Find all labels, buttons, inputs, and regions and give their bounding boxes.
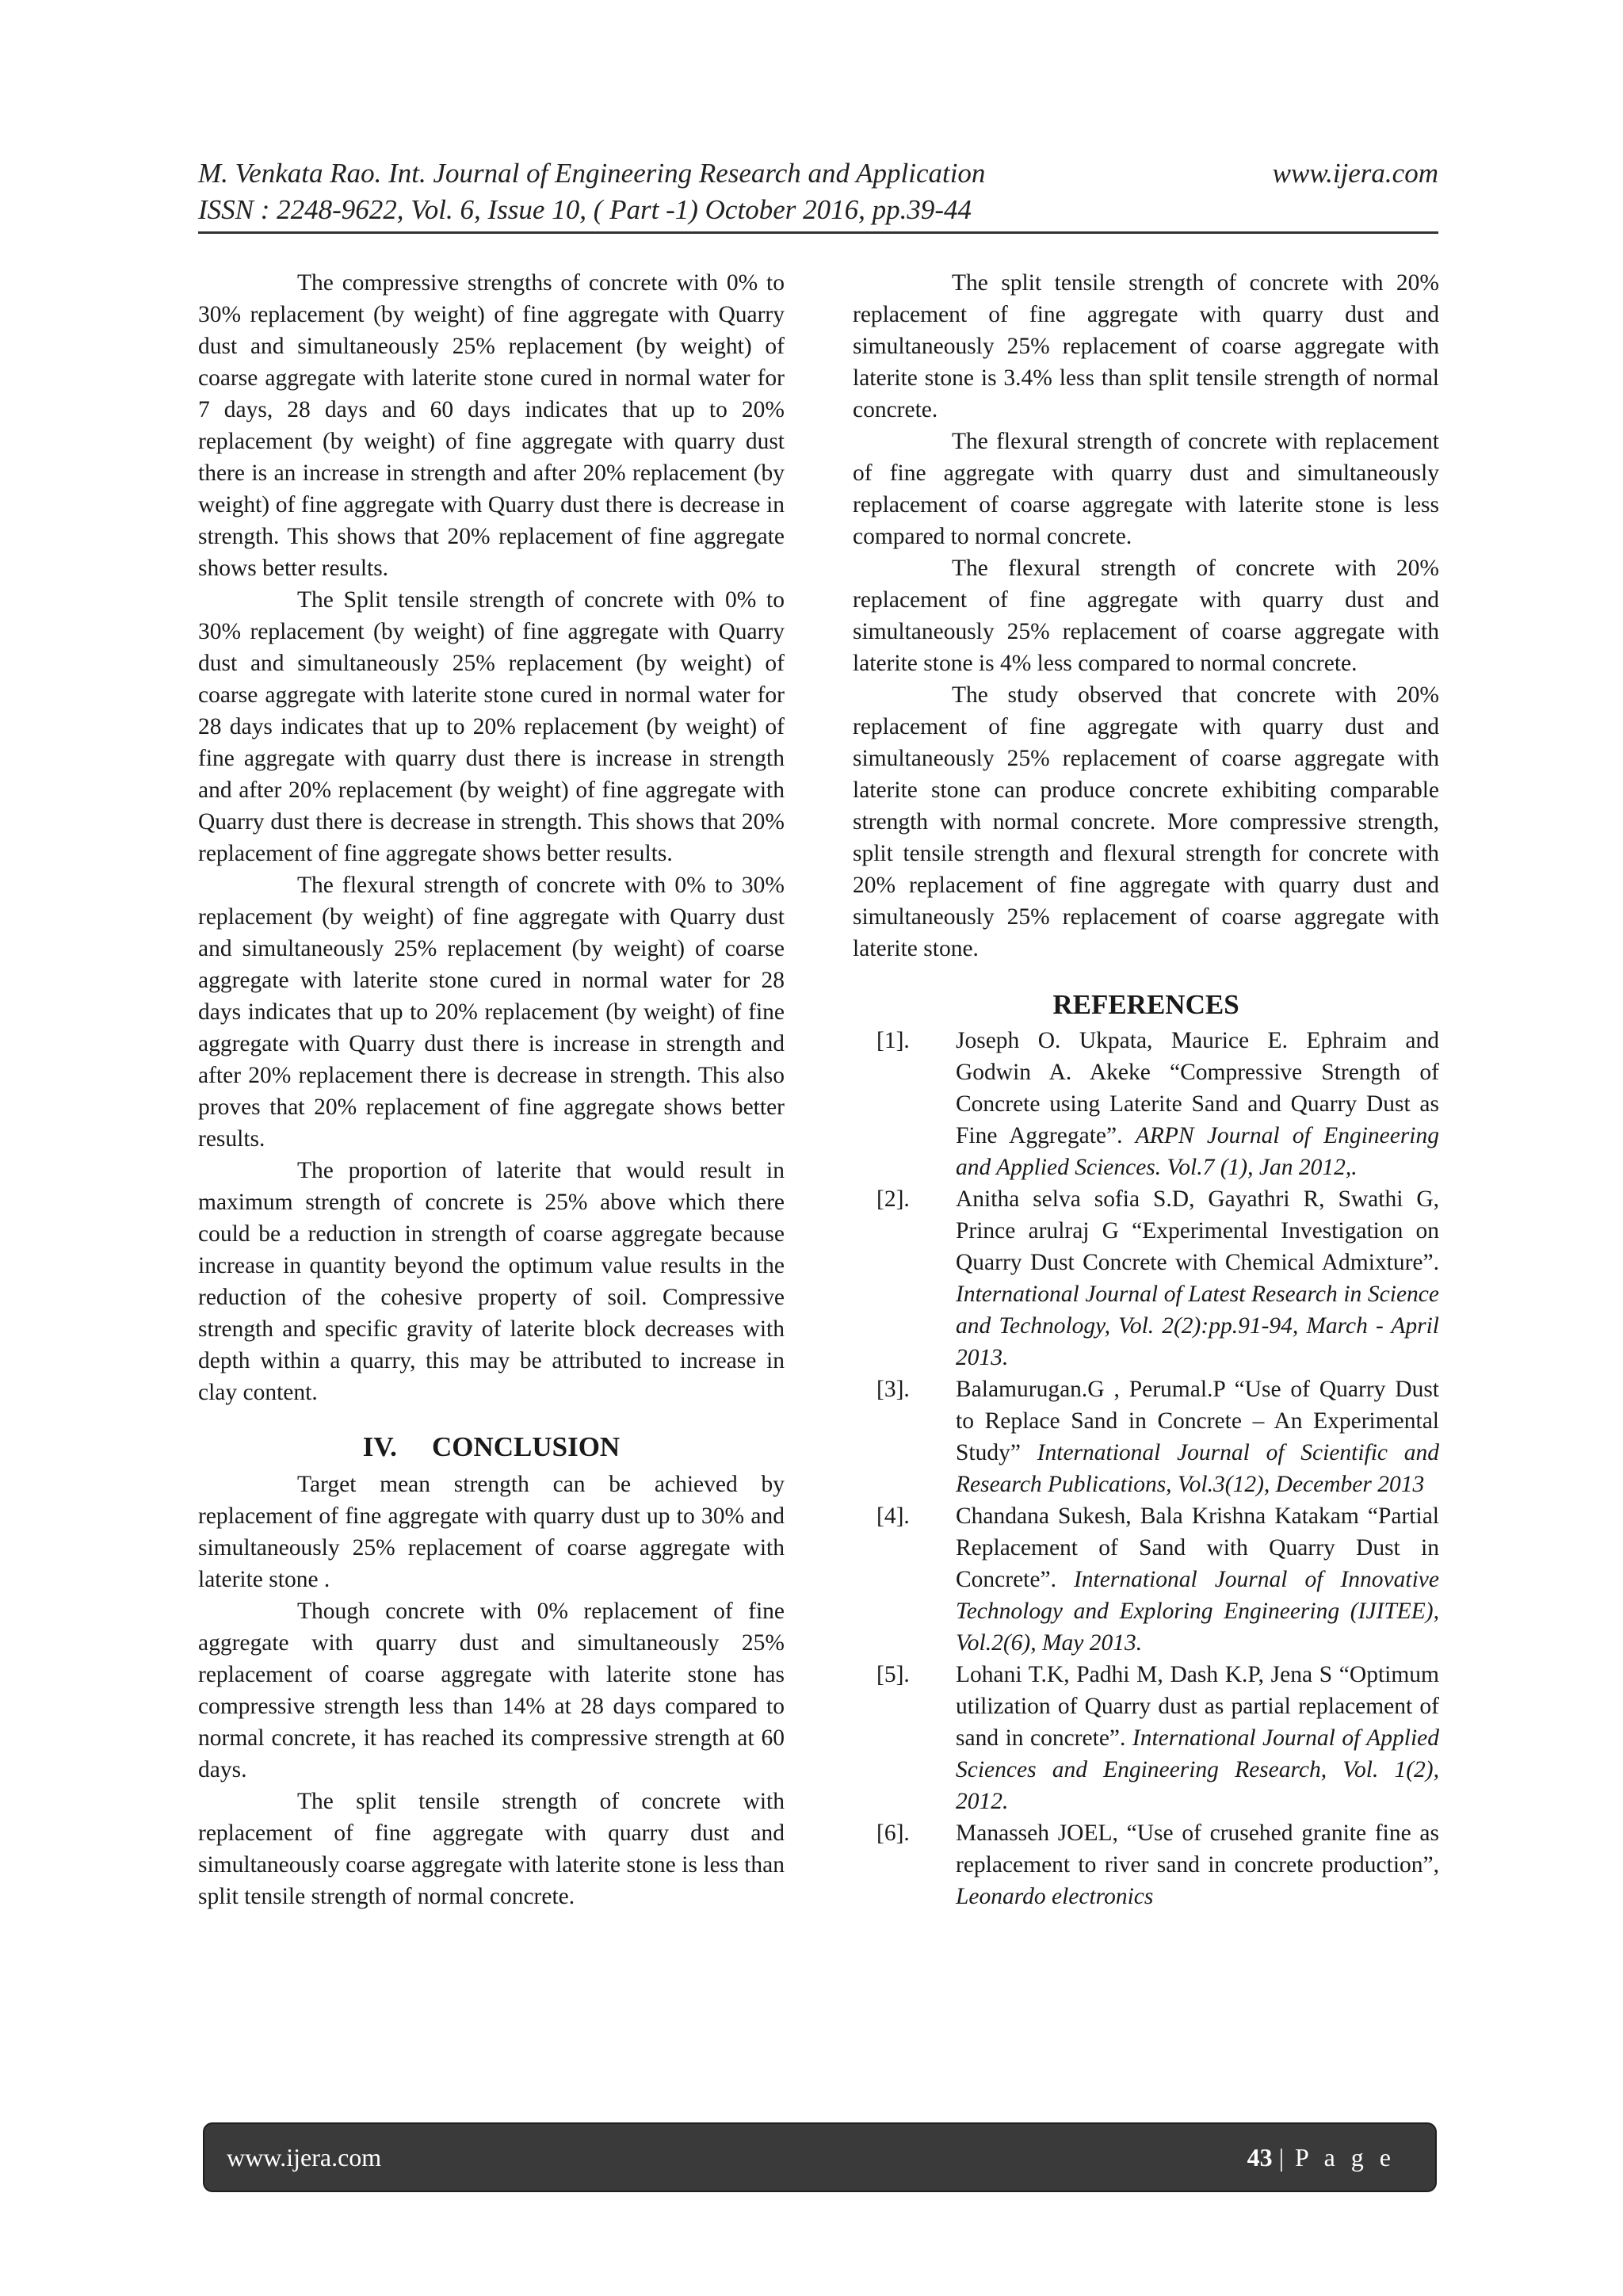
reference-body (956, 1659, 1439, 1817)
conclusion-paragraph: The split tensile strength of concrete with replacement of fine aggregate with quarry dust and simultaneously coarse aggregate with laterite stone is less than split tensile strength of normal concrete. (198, 1789, 785, 1909)
footer-website[interactable]: www.ijera.com (227, 2142, 382, 2172)
body-paragraph: The study observed that concrete with 20% replacement of fine aggregate with quarry dust and simultaneously 25% replacement of coarse aggregate with laterite stone can produce concrete exhibiting comparable strength with normal concrete. More compressive strength, split tensile strength and flexural strength for concrete with 20% replacement of fine aggregate with quarry dust and simultaneously 25% replacement of coarse aggregate with laterite stone. (853, 682, 1439, 961)
reference-body (956, 1025, 1439, 1183)
reference-item (853, 1817, 1439, 1912)
reference-number: [4]. (876, 1503, 910, 1529)
conclusion-paragraph: Though concrete with 0% replacement of fine aggregate with quarry dust and simultaneously 25% replacement of coarse aggregate with laterite stone has compressive strength less than 14% at 28 days compared to normal concrete, it has reached its compressive strength at 60 days. (198, 1599, 785, 1782)
reference-body (956, 1183, 1439, 1373)
section-number: IV. (362, 1431, 397, 1462)
reference-journal: International Journal of Innovative Technology and Exploring Engineering (IJITEE), Vol.2(6), May 2013. (956, 1567, 1439, 1656)
reference-journal: International Journal of Scientific and Research Publications, Vol.3(12), December 2013 (956, 1440, 1439, 1497)
reference-number: [1]. (876, 1028, 910, 1053)
reference-text: Chandana Sukesh, Bala Krishna Katakam “Partial Replacement of Sand with Quarry Dust in Concrete”. (956, 1503, 1439, 1592)
journal-citation: M. Venkata Rao. Int. Journal of Engineering Research and Application (198, 158, 986, 189)
reference-text: Joseph O. Ukpata, Maurice E. Ephraim and Godwin A. Akeke “Compressive Strength of Concrete using Laterite Sand and Quarry Dust as Fine Aggregate”. (956, 1028, 1439, 1148)
section-heading-conclusion (198, 1429, 785, 1465)
page-footer (204, 2124, 1435, 2191)
reference-item (853, 1373, 1439, 1500)
issn-line: ISSN : 2248-9622, Vol. 6, Issue 10, ( Part -1) October 2016, pp.39-44 (198, 194, 972, 225)
reference-text: Lohani T.K, Padhi M, Dash K.P, Jena S “Optimum utilization of Quarry dust as partial replacement of sand in concrete”. (956, 1662, 1439, 1751)
reference-text: Anitha selva sofia S.D, Gayathri R, Swathi G, Prince arulraj G “Experimental Investigation on Quarry Dust Concrete with Chemical Admixture”. (956, 1186, 1439, 1275)
reference-item (853, 1659, 1439, 1817)
reference-number: [5]. (876, 1662, 910, 1687)
body-paragraph: The Split tensile strength of concrete with 0% to 30% replacement (by weight) of fine aggregate with Quarry dust and simultaneously 25% replacement (by weight) of coarse aggregate with laterite stone cured in normal water for 28 days indicates that up to 20% replacement (by weight) of fine aggregate with quarry dust there is increase in strength and after 20% replacement (by weight) of fine aggregate with Quarry dust there is decrease in strength. This shows that 20% replacement of fine aggregate shows better results. (198, 587, 785, 866)
reference-journal: Leonardo electronics (956, 1884, 1154, 1909)
conclusion-paragraph: Target mean strength can be achieved by replacement of fine aggregate with quarry dust up to 30% and simultaneously 25% replacement of coarse aggregate with laterite stone . (198, 1472, 785, 1592)
header-row-1 (198, 155, 1438, 192)
section-title-text: CONCLUSION (431, 1431, 621, 1462)
reference-item (853, 1183, 1439, 1373)
page-separator: | (1272, 2142, 1290, 2172)
references-heading: REFERENCES (1052, 989, 1239, 1020)
right-column (853, 267, 1439, 1912)
body-paragraph: The flexural strength of concrete with 0% to 30% replacement (by weight) of fine aggregate with Quarry dust and simultaneously 25% replacement (by weight) of coarse aggregate with laterite stone cured in normal water for 28 days indicates that up to 20% replacement (by weight) of fine aggregate with Quarry dust there is increase in strength and after 20% replacement there is decrease in strength. This also proves that 20% replacement of fine aggregate shows better results. (198, 873, 785, 1152)
reference-journal: International Journal of Applied Sciences and Engineering Research, Vol. 1(2), 2012. (956, 1725, 1439, 1814)
reference-number: [6]. (876, 1820, 910, 1846)
page-number: 43 (1247, 2142, 1273, 2172)
reference-text: Manasseh JOEL, “Use of crusehed granite fine as replacement to river sand in concrete production”, (956, 1820, 1439, 1878)
reference-body (956, 1373, 1439, 1500)
reference-number: [3]. (876, 1377, 910, 1402)
body-paragraph: The proportion of laterite that would result in maximum strength of concrete is 25% above which there could be a reduction in strength of coarse aggregate because increase in quantity beyond the optimum value results in the reduction of the cohesive property of soil. Compressive strength and specific gravity of laterite block decreases with depth within a quarry, this may be attributed to increase in clay content. (198, 1158, 785, 1405)
body-paragraph: The flexural strength of concrete with replacement of fine aggregate with quarry dust and simultaneously replacement of coarse aggregate with laterite stone is less compared to normal concrete. (853, 429, 1439, 549)
reference-item (853, 1025, 1439, 1183)
reference-item (853, 1500, 1439, 1659)
journal-website[interactable]: www.ijera.com (1272, 158, 1438, 189)
body-paragraph: The flexural strength of concrete with 20% replacement of fine aggregate with quarry dust and simultaneously 25% replacement of coarse aggregate with laterite stone is 4% less compared to normal concrete. (853, 556, 1439, 676)
reference-journal: ARPN Journal of Engineering and Applied Sciences. Vol.7 (1), Jan 2012,. (956, 1123, 1439, 1180)
reference-text: Balamurugan.G , Perumal.P “Use of Quarry Dust to Replace Sand in Concrete – An Experimental Study” (956, 1377, 1439, 1465)
page-indicator (1247, 2143, 1396, 2172)
reference-body (956, 1500, 1439, 1659)
body-paragraph: The split tensile strength of concrete with 20% replacement of fine aggregate with quarry dust and simultaneously 25% replacement of coarse aggregate with laterite stone is 3.4% less than split tensile strength of normal concrete. (853, 270, 1439, 422)
header-divider (198, 231, 1438, 234)
body-paragraph: The compressive strengths of concrete with 0% to 30% replacement (by weight) of fine aggregate with Quarry dust and simultaneously 25% replacement (by weight) of coarse aggregate with laterite stone cured in normal water for 7 days, 28 days and 60 days indicates that up to 20% replacement (by weight) of fine aggregate with quarry dust there is an increase in strength and after 20% replacement (by weight) of fine aggregate with Quarry dust there is decrease in strength. This shows that 20% replacement of fine aggregate shows better results. (198, 270, 785, 581)
reference-journal: International Journal of Latest Research in Science and Technology, Vol. 2(2):pp.91-94, March - April 2013. (956, 1282, 1439, 1370)
reference-body (956, 1817, 1439, 1912)
reference-number: [2]. (876, 1186, 910, 1212)
page-word: P a g e (1294, 2142, 1396, 2172)
left-column (198, 267, 785, 1912)
reference-list (853, 1025, 1439, 1912)
running-header (198, 155, 1438, 228)
